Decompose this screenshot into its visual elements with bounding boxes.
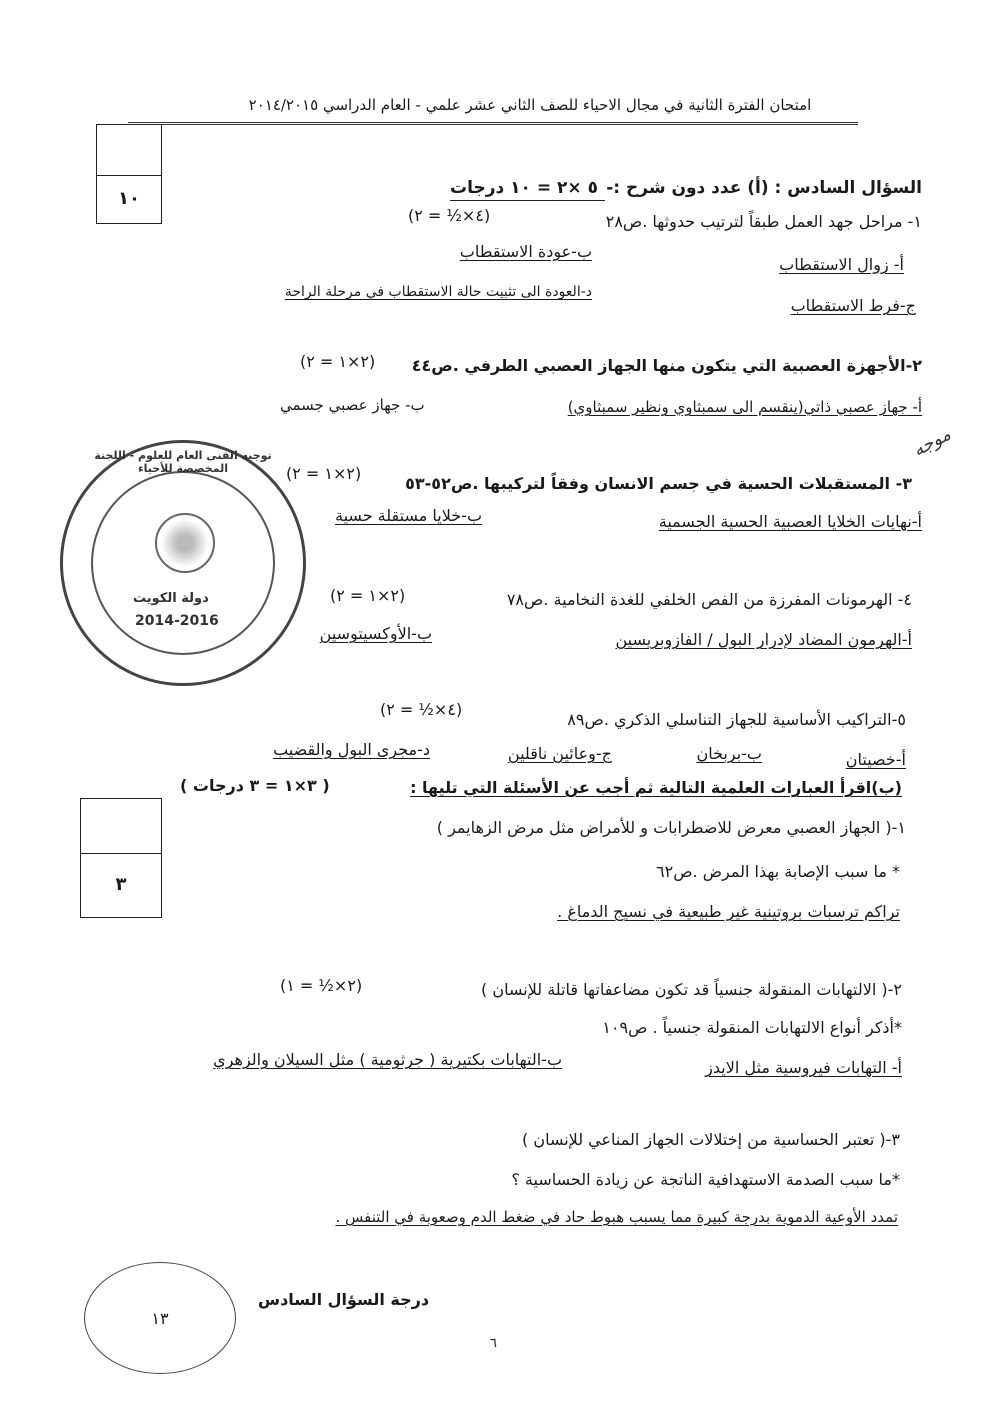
q4-marks: (٢×١ = ٢) [330,586,406,605]
reviewer-signature: موجه [909,423,955,462]
score-box-part-b-value: ٣ [81,853,161,916]
page-number: ٦ [490,1336,497,1351]
q4-answer-b: ب-الأوكسيتوسين [319,624,432,643]
stamp-country: دولة الكويت [133,591,209,606]
q5-answer-a: أ-خصيتان [845,750,906,769]
q5-answer-c: ج-وعائين ناقلين [507,744,612,763]
q4-answer-a: أ-الهرمون المضاد لإدرار البول / الفازوبريسين [615,630,912,649]
b-q1-statement: ١-( الجهاز العصبي معرض للاضطرابات و للأمراض مثل مرض الزهايمر ) [436,818,906,837]
total-score-value: ١٣ [151,1309,169,1328]
header-divider [128,122,858,125]
q3-answer-a: أ-نهايات الخلايا العصبية الحسية الجسمية [658,512,922,531]
official-stamp [60,440,306,686]
score-box-part-b [80,798,162,918]
score-box-part-a [96,124,162,224]
b-q2-question: *أذكر أنواع الالتهابات المنقولة جنسياً . ص١٠٩ [602,1018,902,1037]
q5-answer-d: د-مجرى البول والقضيب [273,740,430,759]
total-label: درجة السؤال السادس [258,1290,430,1309]
q2-answer-a: أ- جهاز عصبي ذاتي(ينقسم الى سمبثاوي ونظير سمبثاوي) [567,398,922,416]
section-b-heading: (ب)اقرأ العبارات العلمية التالية ثم أجب عن الأسئلة التي تليها : [410,778,902,797]
q3-text: ٣- المستقبلات الحسية في جسم الانسان وفقاً لتركيبها .ص٥٢-٥٣ [405,474,912,493]
q2-text: ٢-الأجهزة العصبية التي يتكون منها الجهاز العصبي الطرفي .ص٤٤ [411,356,922,375]
stamp-emblem-icon [155,513,215,573]
q1-text: ١- مراحل جهد العمل طبقاً لترتيب حدوثها .ص٢٨ [605,212,922,231]
q3-marks: (٢×١ = ٢) [286,464,362,483]
stamp-years: 2014-2016 [135,613,219,629]
b-q2-marks: (٢×½ = ١) [280,976,363,995]
q1-answer-a: أ- زوال الاستقطاب [779,255,904,274]
exam-title: امتحان الفترة الثانية في مجال الاحياء للصف الثاني عشر علمي - العام الدراسي ٢٠١٤/٢٠١٥ [248,96,812,114]
b-q1-question: * ما سبب الإصابة بهذا المرض .ص٦٢ [656,862,900,881]
section-b-points: ( ٣×١ = ٣ درجات ) [180,776,330,795]
q1-marks: (٤×½ = ٢) [408,206,491,225]
q2-answer-b: ب- جهاز عصبي جسمي [280,396,425,414]
section-a-heading: السؤال السادس : (أ) عدد دون شرح :- [606,178,922,198]
section-a-points: ٥ ×٢ = ١٠ درجات [450,178,598,198]
b-q2-statement: ٢-( الالتهابات المنقولة جنسياً قد تكون مضاعفاتها قاتلة للإنسان ) [481,980,902,999]
q1-answer-c: ج-فرط الاستقطاب [790,296,916,315]
b-q1-answer: تراكم ترسبات بروتينية غير طبيعية في نسيج الدماغ . [557,902,900,921]
q5-text: ٥-التراكيب الأساسية للجهاز التناسلي الذكري .ص٨٩ [567,710,906,729]
q5-marks: (٤×½ = ٢) [380,700,463,719]
b-q3-question: *ما سبب الصدمة الاستهدافية الناتجة عن زيادة الحساسية ؟ [511,1170,900,1189]
b-q2-answer-b: ب-التهابات بكتيرية ( جرثومية ) مثل السيلان والزهري [213,1050,562,1069]
total-score-oval [84,1262,236,1374]
q1-answer-d: د-العودة الى تثبيت حالة الاستقطاب في مرحلة الراحة [284,284,592,300]
q5-answer-b: ب-بربخان [696,744,762,763]
b-q3-statement: ٣-( تعتبر الحساسية من إختلالات الجهاز المناعي للإنسان ) [521,1130,900,1149]
stamp-unit: توجيه الفنى العام للعلوم - اللجنة المخصصة للأحياء [94,449,272,475]
b-q2-answer-a: أ- التهابات فيروسية مثل الايدز [705,1058,902,1077]
score-box-part-a-value: ١٠ [97,175,161,222]
q3-answer-b: ب-خلايا مستقلة حسية [335,506,482,525]
q2-marks: (٢×١ = ٢) [300,352,376,371]
q1-answer-b: ب-عودة الاستقطاب [459,242,592,261]
b-q3-answer: تمدد الأوعية الدموية بدرجة كبيرة مما يسبب هبوط حاد في ضغط الدم وصعوبة في التنفس . [335,1208,898,1226]
q4-text: ٤- الهرمونات المفرزة من الفص الخلفي للغدة النخامية .ص٧٨ [506,590,912,609]
